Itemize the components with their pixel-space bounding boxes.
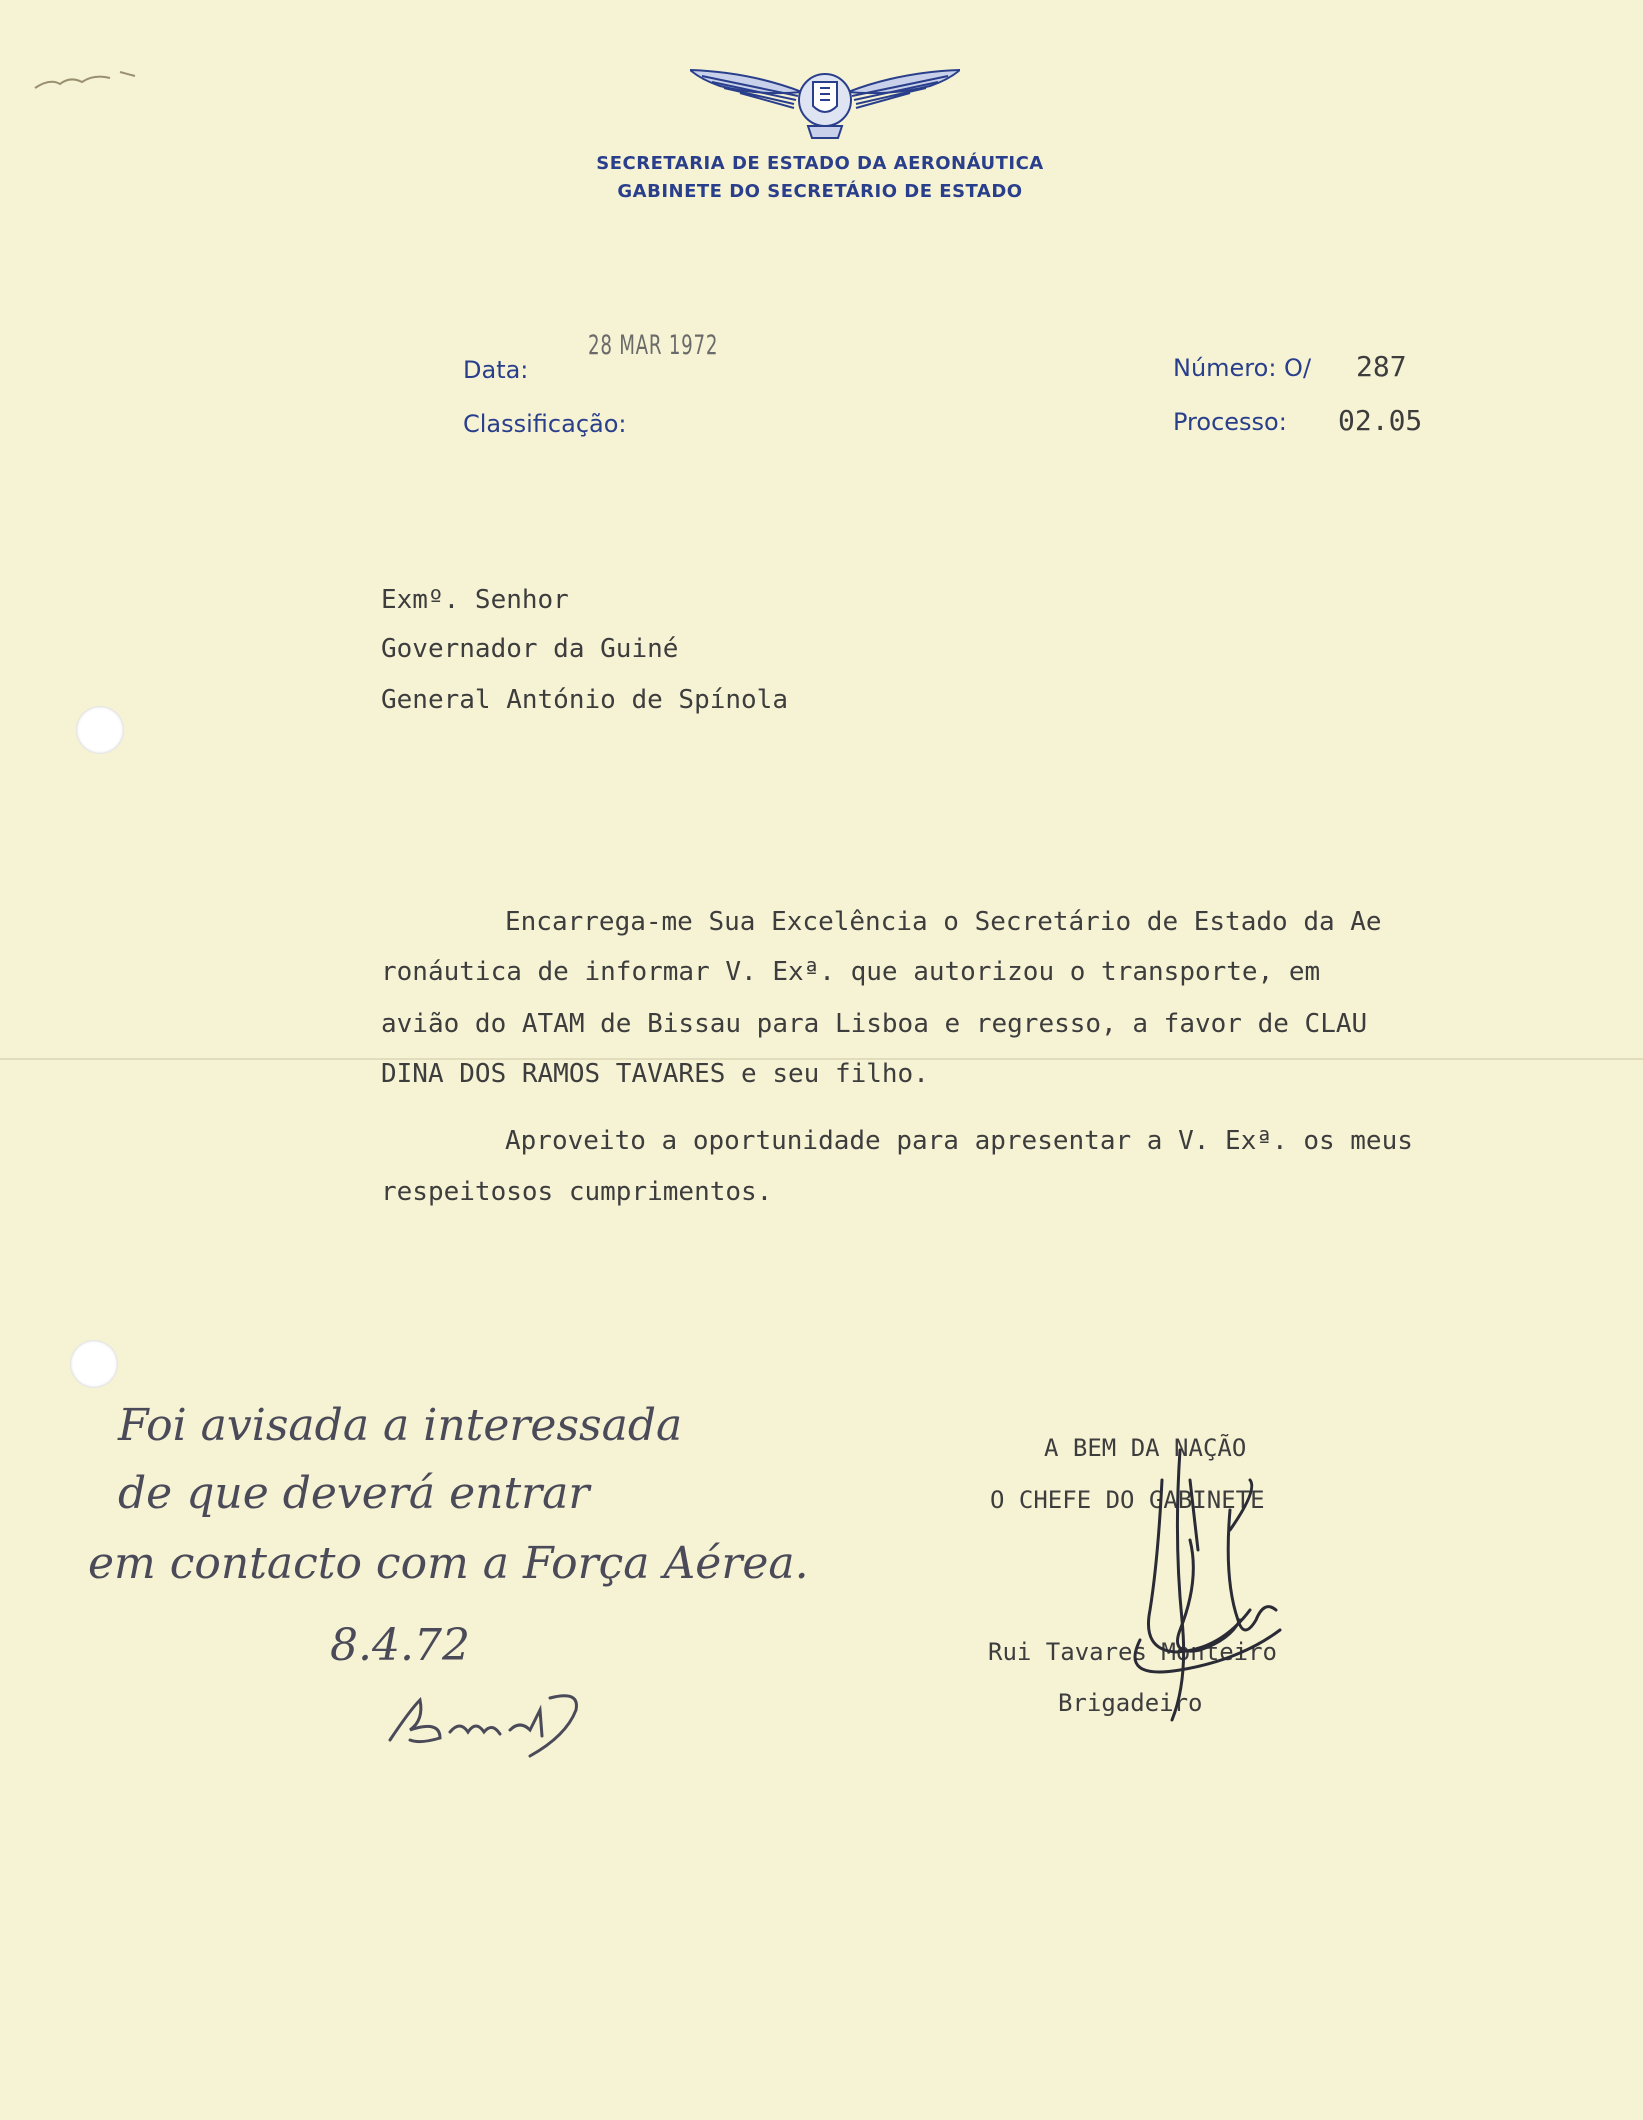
punch-hole-bottom (70, 1340, 118, 1388)
closing-line-1: A BEM DA NAÇÃO (1044, 1434, 1247, 1462)
date-stamp: 28 MAR 1972 (588, 330, 719, 361)
body-p2-line-2: respeitosos cumprimentos. (381, 1177, 773, 1207)
handwritten-note-date: 8.4.72 (330, 1620, 470, 1671)
handwritten-note-line-3: em contacto com a Força Aérea. (88, 1538, 809, 1589)
signer-rank: Brigadeiro (1058, 1689, 1203, 1717)
handwritten-note-line-2: de que deverá entrar (118, 1468, 590, 1519)
processo-value: 02.05 (1338, 404, 1423, 437)
signer-name: Rui Tavares Monteiro (988, 1638, 1277, 1666)
recipient-line-3: General António de Spínola (381, 685, 788, 715)
body-p2-line-1: Aproveito a oportunidade para apresentar a V. Exª. os meus (505, 1126, 1413, 1156)
date-label: Data: (463, 356, 529, 384)
body-p1-line-3: avião do ATAM de Bissau para Lisboa e regresso, a favor de CLAU (381, 1009, 1368, 1039)
letterhead-line-1: SECRETARIA DE ESTADO DA AERONÁUTICA (596, 153, 1044, 174)
handwritten-initials (380, 1680, 590, 1760)
classificacao-label: Classificação: (463, 410, 627, 438)
processo-label: Processo: (1173, 408, 1287, 436)
air-force-wings-emblem (690, 62, 960, 144)
numero-label: Número: O/ (1173, 354, 1312, 382)
body-p1-line-2: ronáutica de informar V. Exª. que autorizou o transporte, em (381, 957, 1321, 987)
numero-value: 287 (1356, 350, 1407, 383)
recipient-line-2: Governador da Guiné (381, 634, 679, 664)
closing-line-2: O CHEFE DO GABINETE (990, 1486, 1265, 1514)
punch-hole-top (76, 706, 124, 754)
handwritten-note-line-1: Foi avisada a interessada (118, 1400, 683, 1451)
handwritten-signature (1080, 1420, 1300, 1740)
recipient-line-1: Exmº. Senhor (381, 585, 569, 615)
body-p1-line-4: DINA DOS RAMOS TAVARES e seu filho. (381, 1059, 929, 1089)
body-p1-line-1: Encarrega-me Sua Excelência o Secretário de Estado da Ae (505, 907, 1382, 937)
letterhead (590, 150, 1050, 206)
corner-pencil-mark (30, 60, 150, 100)
letterhead-line-2: GABINETE DO SECRETÁRIO DE ESTADO (617, 181, 1023, 202)
